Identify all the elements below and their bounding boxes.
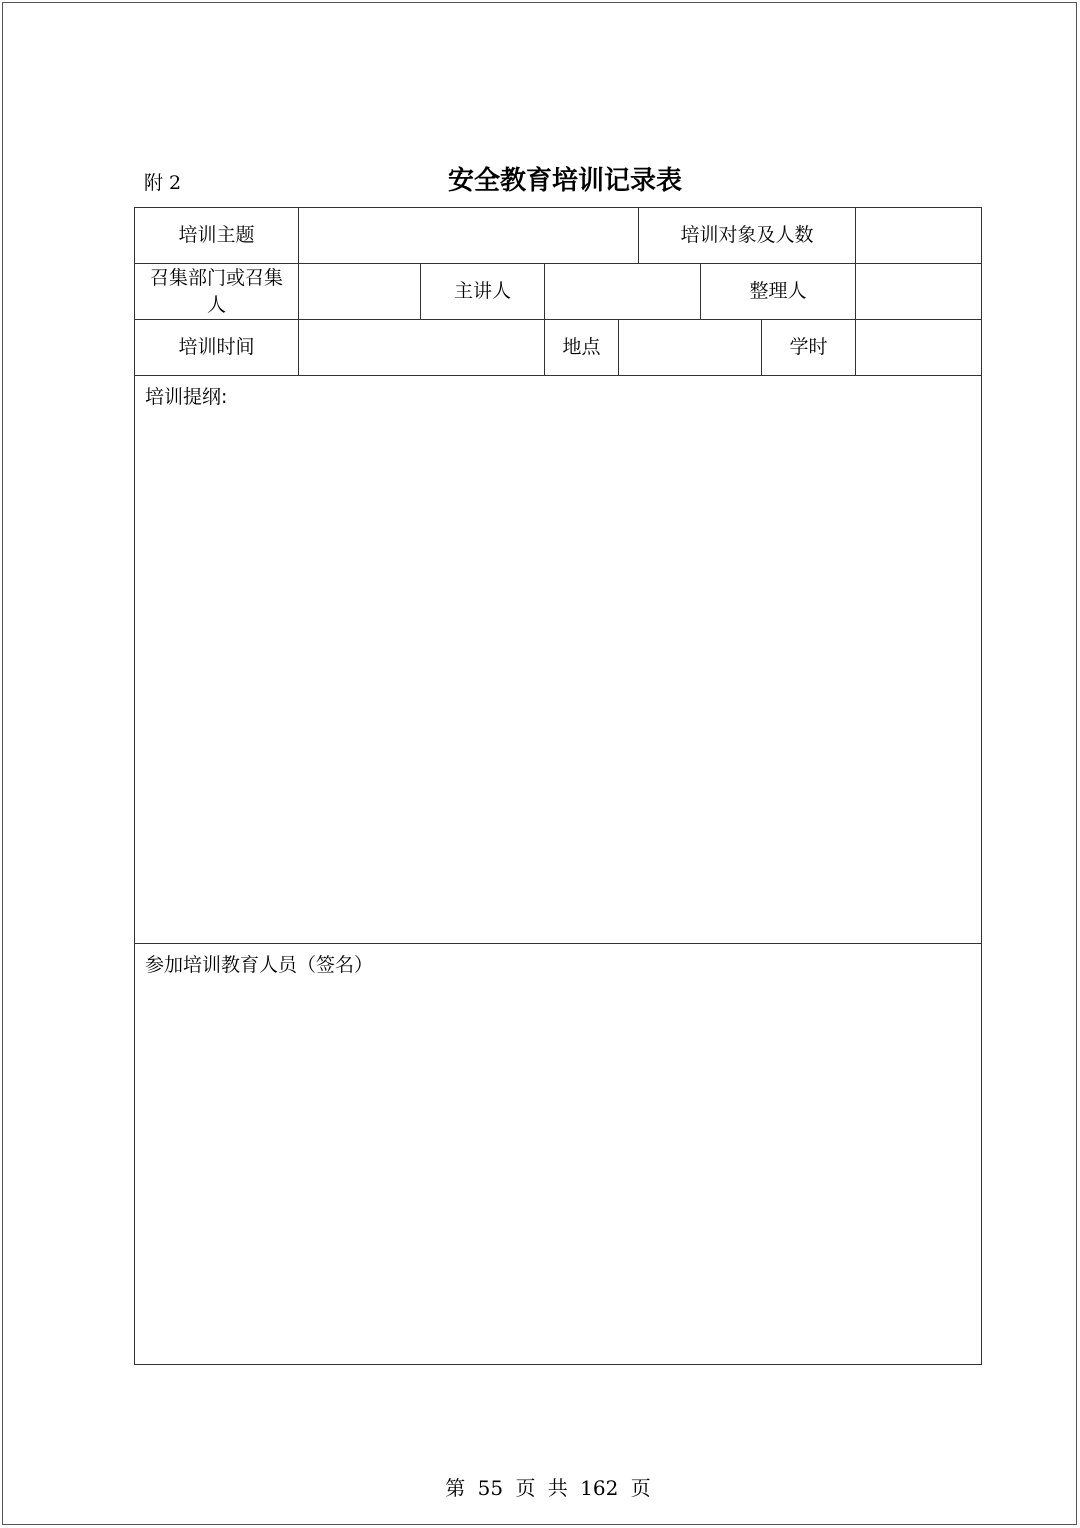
hours-label: 学时 — [762, 320, 856, 376]
organizer-label: 召集部门或召集人 — [135, 264, 299, 320]
table-row — [135, 264, 982, 320]
audience-label: 培训对象及人数 — [639, 208, 856, 264]
outline-label: 培训提纲: — [145, 386, 228, 408]
topic-label: 培训主题 — [135, 208, 299, 264]
organizer-field[interactable] — [299, 264, 421, 320]
attachment-label: 附 2 — [144, 172, 182, 194]
page-number: 第 55 页 共 162 页 — [445, 1476, 651, 1500]
training-record-table — [134, 207, 982, 1365]
attendees-signature-field[interactable] — [135, 944, 982, 1365]
audience-field[interactable] — [856, 208, 982, 264]
recorder-field[interactable] — [856, 264, 982, 320]
speaker-field[interactable] — [545, 264, 701, 320]
hours-field[interactable] — [856, 320, 982, 376]
topic-field[interactable] — [299, 208, 639, 264]
table-row — [135, 944, 982, 1365]
attendees-label: 参加培训教育人员（签名） — [145, 954, 374, 976]
location-label: 地点 — [545, 320, 619, 376]
location-field[interactable] — [619, 320, 762, 376]
form-title: 安全教育培训记录表 — [447, 166, 682, 196]
speaker-label: 主讲人 — [421, 264, 545, 320]
table-row — [135, 376, 982, 944]
table-row — [135, 208, 982, 264]
outline-field[interactable] — [135, 376, 982, 944]
time-field[interactable] — [299, 320, 545, 376]
recorder-label: 整理人 — [701, 264, 856, 320]
table-row — [135, 320, 982, 376]
time-label: 培训时间 — [135, 320, 299, 376]
